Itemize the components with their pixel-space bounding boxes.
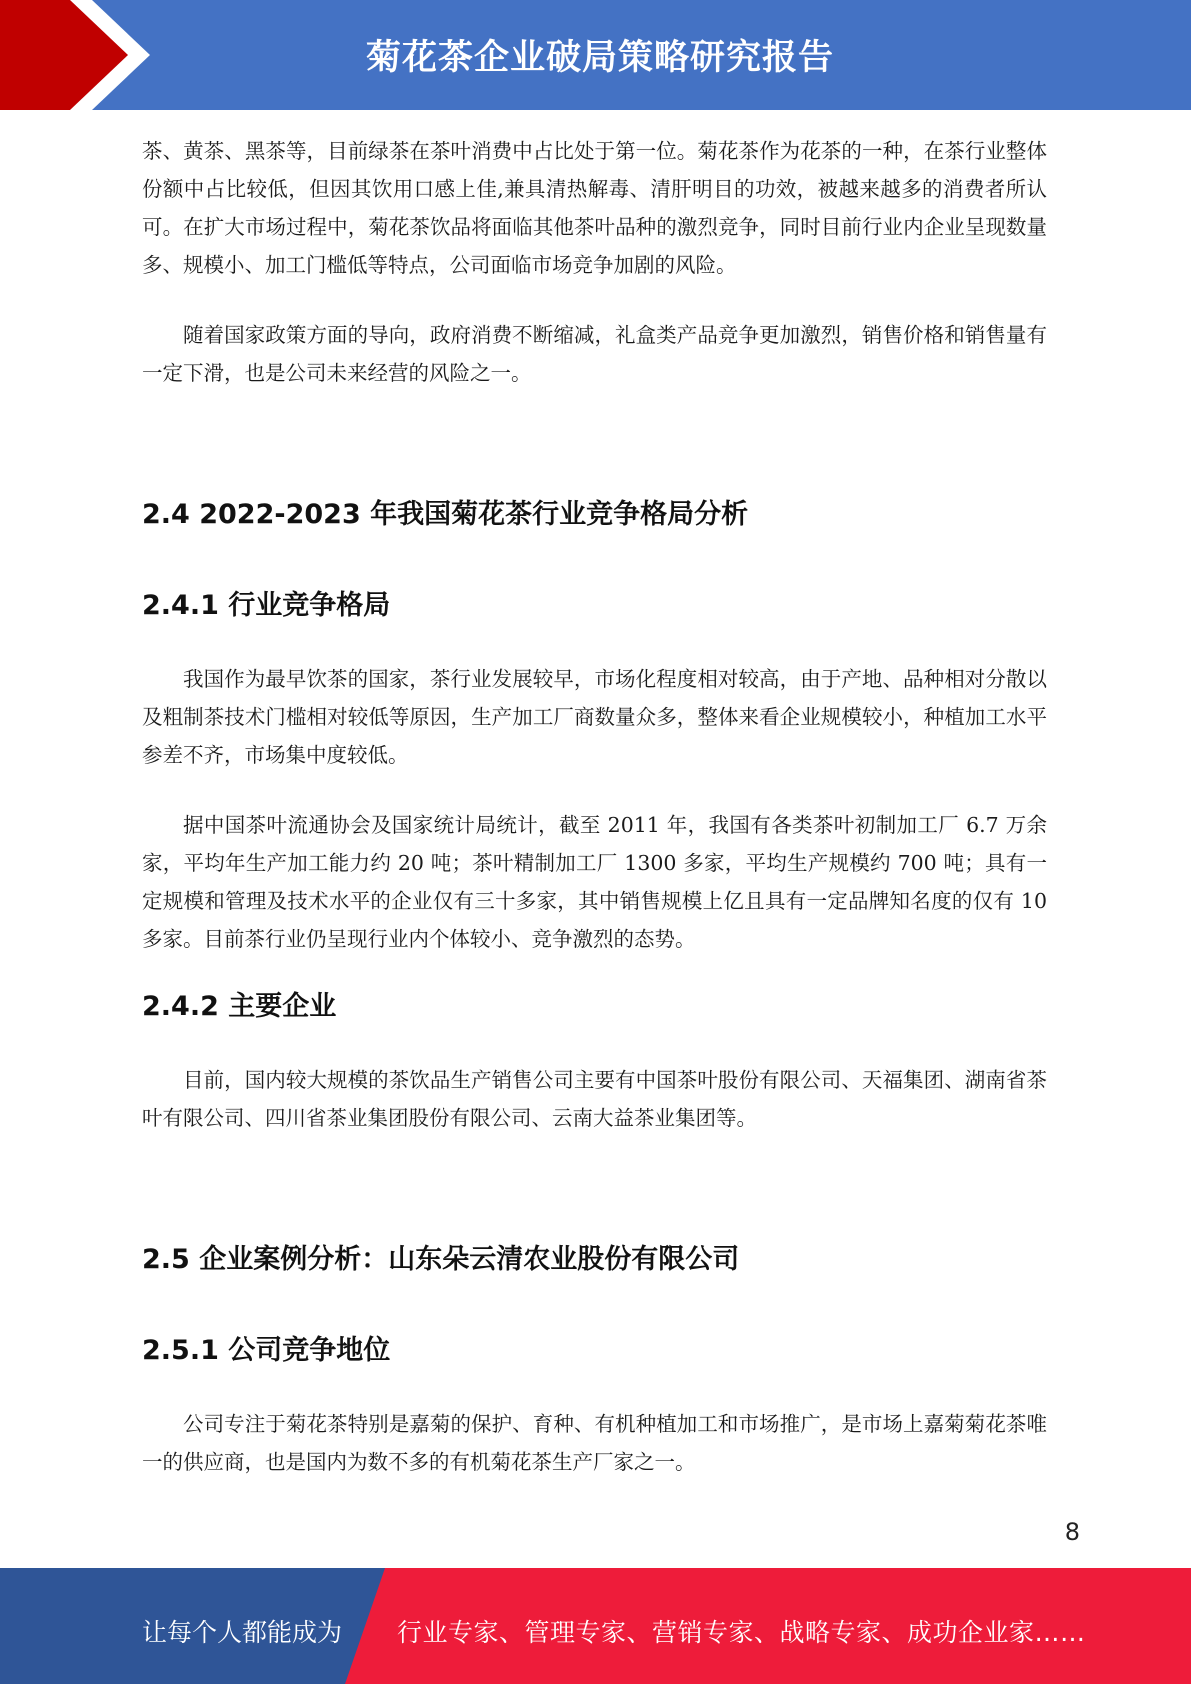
paragraph: 公司专注于菊花茶特别是嘉菊的保护、育种、有机种植加工和市场推广，是市场上嘉菊菊花茶唯一的供应商，也是国内为数不多的有机菊花茶生产厂家之一。 (142, 1412, 1047, 1474)
section-heading-2-4: 2.4 2022-2023 年我国菊花茶行业竞争格局分析 (142, 499, 749, 530)
report-title: 菊花茶企业破局策略研究报告 (365, 38, 834, 78)
paragraph: 我国作为最早饮茶的国家，茶行业发展较早，市场化程度相对较高，由于产地、品种相对分散以及粗制茶技术门槛相对较低等原因，生产加工厂商数量众多，整体来看企业规模较小，种植加工水平参差不齐，市场集中度较低。 (142, 667, 1047, 767)
section-heading-2-4-2: 2.4.2 主要企业 (142, 991, 337, 1022)
page-content (142, 132, 1047, 1481)
paragraph: 茶、黄茶、黑茶等，目前绿茶在茶叶消费中占比处于第一位。菊花茶作为花茶的一种，在茶行业整体份额中占比较低，但因其饮用口感上佳,兼具清热解毒、清肝明目的功效，被越来越多的消费者所认可。在扩大市场过程中，菊花茶饮品将面临其他茶叶品种的激烈竞争，同时目前行业内企业呈现数量多、规模小、加工门槛低等特点，公司面临市场竞争加剧的风险。 (142, 139, 1047, 277)
page-header (0, 0, 1191, 110)
footer-slogan-left: 让每个人都能成为 (142, 1618, 343, 1647)
paragraph: 随着国家政策方面的导向，政府消费不断缩减，礼盒类产品竞争更加激烈，销售价格和销售量有一定下滑，也是公司未来经营的风险之一。 (142, 323, 1047, 385)
page-number: 8 (1064, 1518, 1080, 1546)
paragraph: 据中国茶叶流通协会及国家统计局统计，截至 2011 年，我国有各类茶叶初制加工厂 6.7 万余家，平均年生产加工能力约 20 吨；茶叶精制加工厂 1300 多家，平均生产规模约 700 吨；具有一定规模和管理及技术水平的企业仅有三十多家，其中销售规模上亿且具有一定品牌知名度的仅有 10 多家。目前茶行业仍呈现行业内个体较小、竞争激烈的态势。 (142, 813, 1047, 951)
section-heading-2-4-1: 2.4.1 行业竞争格局 (142, 590, 391, 621)
section-heading-2-5-1: 2.5.1 公司竞争地位 (142, 1335, 391, 1366)
footer-slogan-right: 行业专家、管理专家、营销专家、战略专家、成功企业家…… (397, 1618, 1086, 1647)
section-heading-2-5: 2.5 企业案例分析：山东朵云清农业股份有限公司 (142, 1244, 740, 1275)
paragraph: 目前，国内较大规模的茶饮品生产销售公司主要有中国茶叶股份有限公司、天福集团、湖南省茶叶有限公司、四川省茶业集团股份有限公司、云南大益茶业集团等。 (142, 1068, 1047, 1130)
page-footer (0, 1568, 1191, 1684)
